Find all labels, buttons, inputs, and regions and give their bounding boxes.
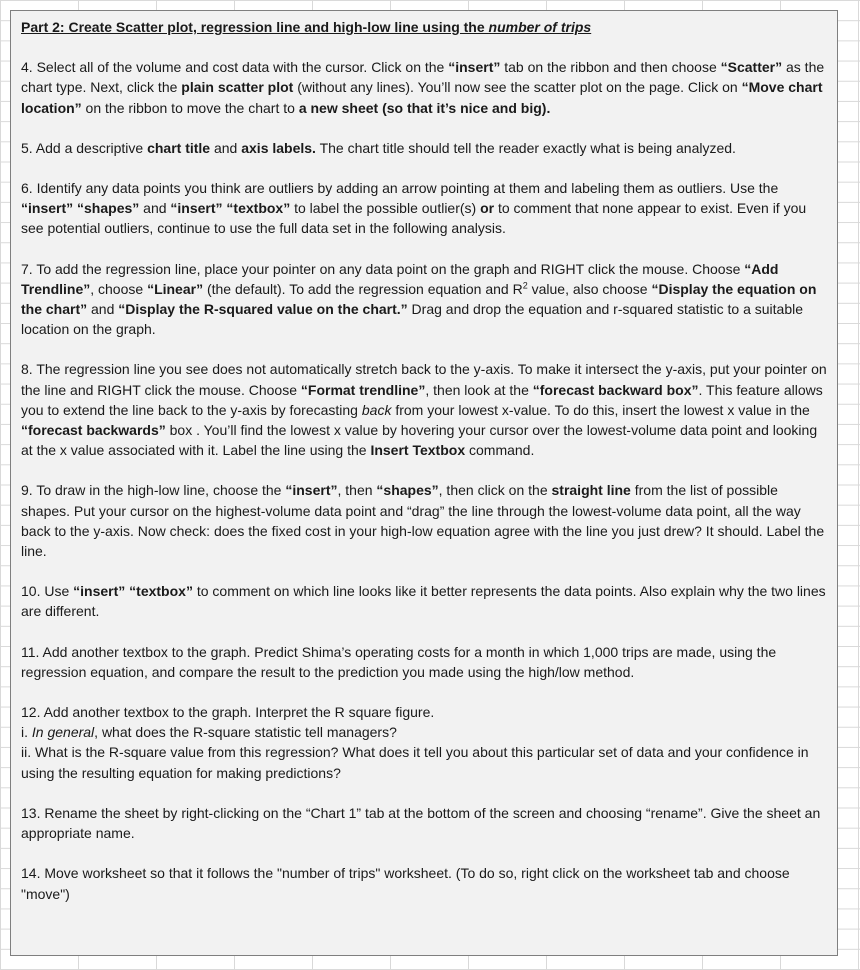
- step6-bold: “shapes”: [77, 200, 140, 217]
- step7-text: 7. To add the regression line, place your pointer on any data point on the graph and RIGHT click the mouse. Choose: [21, 260, 745, 277]
- step9-bold: straight line: [551, 482, 631, 499]
- step14-text: 14. Move worksheet so that it follows the "number of trips" worksheet. (To do so, right click on the worksheet tab and choose "move"): [21, 865, 790, 902]
- step7-text: value, also choose: [527, 280, 652, 297]
- step8-italic: back: [361, 401, 392, 418]
- step5-bold: chart title: [147, 139, 211, 156]
- step6-text: and: [139, 200, 171, 217]
- instructions-textbox[interactable]: [10, 10, 838, 956]
- step4-bold: plain scatter plot: [181, 79, 294, 96]
- step-12: [21, 702, 827, 783]
- step-10: [21, 581, 827, 621]
- step-14: [21, 863, 827, 903]
- step8-text: from your lowest x-value. To do this, insert the lowest x value in the: [391, 401, 810, 418]
- step6-text: 6. Identify any data points you think are outliers by adding an arrow pointing at them and labeling them as outliers. Use the: [21, 180, 779, 197]
- step9-text: 9. To draw in the high-low line, choose the: [21, 482, 286, 499]
- step8-text: command.: [465, 442, 535, 459]
- step9-bold: “shapes”: [376, 482, 439, 499]
- step7-bold: “Add Trendline”: [21, 260, 779, 297]
- step9-text: , then: [337, 482, 377, 499]
- step6-bold: or: [480, 200, 495, 217]
- step5-text: 5. Add a descriptive: [21, 139, 148, 156]
- step8-text: , then look at the: [425, 381, 533, 398]
- step6-text: to comment that none appear to exist. Even if you see potential outliers, continue to use the full data set in the following analysis.: [21, 200, 807, 237]
- step13-text: 13. Rename the sheet by right-clicking on the “Chart 1” tab at the bottom of the screen and choosing “rename”. Give the sheet an appropriate name.: [21, 804, 821, 842]
- step10-bold: “insert”: [73, 583, 126, 600]
- step9-text: from the list of possible shapes. Put your cursor on the highest-volume data point and “drag” the line through the lowest-volume data point, all the way back to the y-axis. Now check: does the fixed cost in your high-low equation agree with the line you just drew? It should. Label the line.: [21, 482, 825, 560]
- step4-text: on the ribbon to move the chart to: [81, 99, 299, 116]
- step8-bold: “Format trendline”: [300, 381, 426, 398]
- step6-bold: “textbox”: [226, 200, 291, 217]
- step-6: [21, 178, 827, 239]
- step6-bold: “insert”: [170, 200, 223, 217]
- step8-text: box . You’ll find the lowest x value by hovering your cursor over the lowest-volume data point and looking at the x value associated with it. Label the line using the: [21, 422, 818, 459]
- step10-bold: “textbox”: [129, 583, 193, 600]
- superscript-2: 2: [522, 280, 528, 291]
- step4-bold: “insert”: [448, 59, 501, 76]
- step10-text: 10. Use: [21, 583, 74, 600]
- step-9: [21, 480, 827, 561]
- step-5: [21, 138, 827, 158]
- step8-bold: “forecast backwards”: [21, 422, 166, 439]
- step5-text: The chart title should tell the reader exactly what is being analyzed.: [315, 139, 736, 156]
- step-7: [21, 259, 827, 340]
- step4-text: 4. Select all of the volume and cost data with the cursor. Click on the: [21, 59, 449, 76]
- step7-text: , choose: [90, 280, 148, 297]
- step4-text: (without any lines). You’ll now see the scatter plot on the page. Click on: [293, 79, 742, 96]
- step8-text: . This feature allows you to extend the line back to the y-axis by forecasting: [21, 381, 823, 418]
- step-11: [21, 642, 827, 682]
- step5-text: and: [210, 139, 242, 156]
- step8-text: 8. The regression line you see does not automatically stretch back to the y-axis. To make it intersect the y-axis, put your pointer on the line and RIGHT click the mouse. Choose: [21, 361, 827, 398]
- step4-bold: “Scatter”: [720, 59, 783, 76]
- step8-bold: Insert Textbox: [370, 442, 466, 459]
- step6-bold: “insert”: [21, 200, 74, 217]
- step5-bold: axis labels.: [241, 139, 316, 156]
- step9-text: , then click on the: [438, 482, 552, 499]
- step4-bold: “Move chart location”: [21, 79, 823, 116]
- step6-text: to label the possible outlier(s): [290, 200, 481, 217]
- part2-heading: [21, 17, 827, 37]
- step10-text: to comment on which line looks like it better represents the data points. Also explain why the two lines are different.: [21, 583, 826, 620]
- step7-bold: “Linear”: [147, 280, 204, 297]
- step7-text: (the default). To add the regression equation and R: [203, 280, 523, 297]
- step11-text: 11. Add another textbox to the graph. Predict Shima’s operating costs for a month in which 1,000 trips are made, using the regression equation, and compare the result to the prediction you made using the high/low method.: [21, 643, 777, 680]
- step7-text: Drag and drop the equation and r-squared statistic to a suitable location on the graph.: [21, 301, 804, 338]
- step7-bold: “Display the equation on the chart”: [21, 280, 817, 318]
- step12-text: i.: [21, 724, 32, 741]
- step12-line3: ii. What is the R-square value from this regression? What does it tell you about this particular set of data and your confidence in using the resulting equation for making predictions?: [21, 744, 809, 781]
- step4-text: as the chart type. Next, click the: [21, 59, 825, 96]
- step-8: [21, 359, 827, 460]
- step7-bold: “Display the R-squared value on the chart.”: [118, 301, 408, 318]
- step9-bold: “insert”: [285, 482, 338, 499]
- step-4: [21, 57, 827, 118]
- step-13: [21, 803, 827, 843]
- step12-italic: In general: [31, 724, 95, 741]
- step12-line1: 12. Add another textbox to the graph. Interpret the R square figure.: [21, 704, 435, 721]
- step12-text: , what does the R-square statistic tell managers?: [94, 724, 397, 741]
- step12-line2: [21, 722, 827, 742]
- step8-bold: “forecast backward box”: [532, 381, 699, 398]
- step4-bold: a new sheet (so that it’s nice and big).: [298, 99, 551, 116]
- heading-italic: number of trips: [488, 19, 592, 35]
- heading-text: Part 2: Create Scatter plot, regression line and high-low line using the: [21, 19, 489, 35]
- step7-text: and: [87, 301, 119, 318]
- step4-text: tab on the ribbon and then choose: [500, 59, 721, 76]
